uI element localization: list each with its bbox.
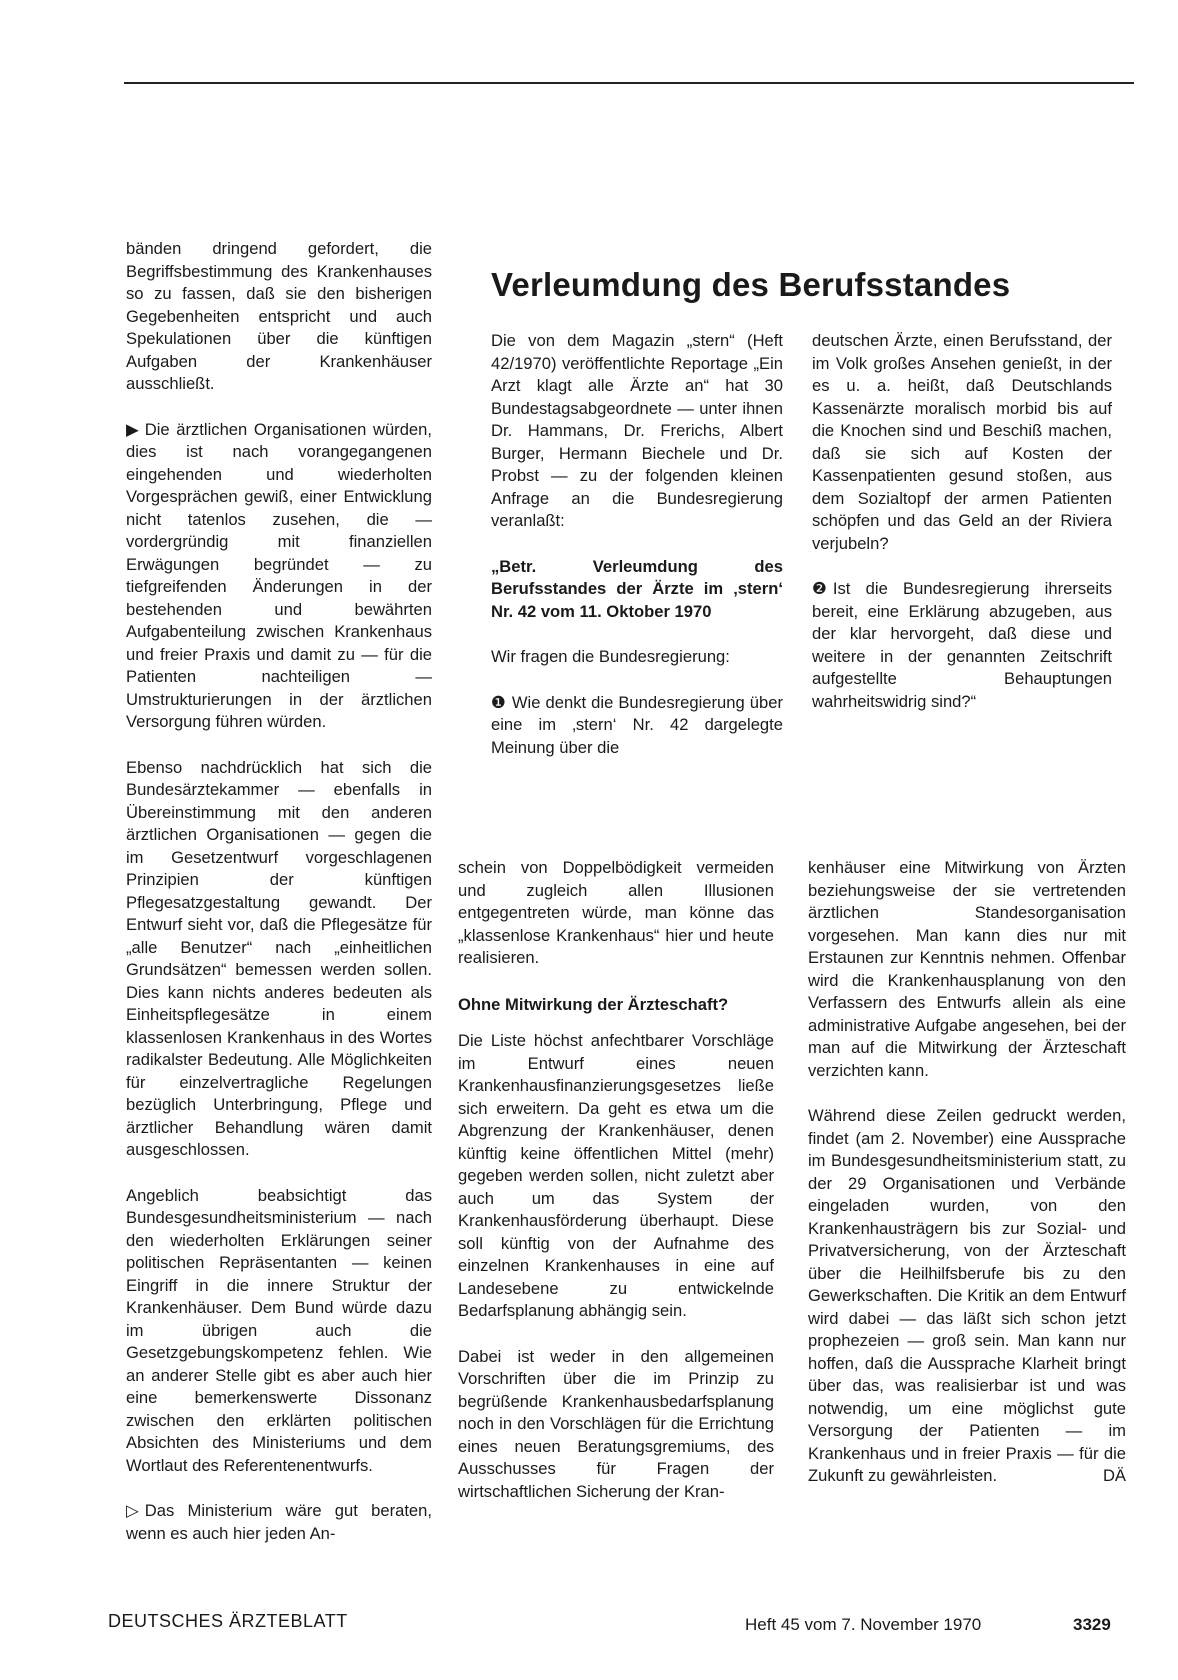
middle-column-bottom bbox=[458, 857, 774, 1503]
article-headline: Verleumdung des Berufsstandes bbox=[491, 266, 1011, 303]
right-column-top bbox=[812, 330, 1112, 713]
triangle-outline-icon: ▷ bbox=[126, 1501, 139, 1520]
page-number: 3329 bbox=[1073, 1615, 1111, 1634]
middle-column-top bbox=[491, 330, 783, 759]
paragraph: Wir fragen die Bundesregierung: bbox=[491, 647, 730, 666]
paragraph: schein von Doppelbödigkeit vermeiden und zugleich allen Illusionen entgegentreten würde, man könne das „klassenlose Krankenhaus“ hier und heute realisieren. bbox=[458, 858, 774, 967]
paragraph: Die Liste höchst anfechtbarer Vorschläge im Entwurf eines neuen Krankenhausfinanzierungsgesetzes ließe sich erweitern. Da geht es etwa um die Abgrenzung der Krankenhäuser, denen künftig keine öffentlichen Mittel (mehr) gegeben werden sollen, nicht zuletzt aber auch um das System der Krankenhausförderung überhaupt. Diese soll künftig von der Aufnahme des einzelnen Krankenhauses in eine auf Landesebene zu entwickelnde Bedarfsplanung abhängig sein. bbox=[458, 1031, 774, 1320]
paragraph: Ebenso nachdrücklich hat sich die Bundesärztekammer — ebenfalls in Übereinstimmung mit den anderen ärztlichen Organisationen — gegen die im Gesetzentwurf vorgeschlagenen Prinzipien der künftigen Pflegesatzgestaltung gewandt. Der Entwurf sieht vor, daß die Pflegesätze für „alle Benutzer“ nach „einheitlichen Grundsätzen“ bemessen werden sollen. Dies kann nichts anderes bedeuten als Einheitspflegesätze in einem klassenlosen Krankenhaus in des Wortes radikalster Bedeutung. Alle Möglichkeiten für einzelvertragliche Regelungen bezüglich Unterbringung, Pflege und ärztlicher Behandlung wären damit ausgeschlossen. bbox=[126, 757, 432, 1159]
triangle-filled-icon: ▶ bbox=[126, 419, 139, 439]
paragraph: Während diese Zeilen gedruckt werden, findet (am 2. November) eine Aussprache im Bundesgesundheitsministerium statt, zu der 29 Organisationen und Verbände eingeladen wurden, von den Krankenhausträgern bis zur Sozial- und Privatversicherung, von der Ärzteschaft über die Heilhilfsberufe bis zu den Gewerkschaften. Die Kritik an dem Entwurf wird dabei — das läßt sich schon jetzt prophezeien — groß sein. Man kann nur hoffen, daß die Aussprache Klarheit bringt über das, was realisierbar ist und was notwendig, um eine möglichst gute Versorgung der Patienten — im Krankenhaus und in freier Praxis — für die Zukunft zu gewährleisten. DÄ bbox=[808, 1105, 1126, 1488]
inquiry-title: „Betr. Verleumdung des Berufsstandes der Ärzte im ‚stern‘ Nr. 42 vom 11. Oktober 1970 bbox=[491, 556, 783, 621]
paragraph: Dabei ist weder in den allgemeinen Vorschriften über die im Prinzip zu begrüßende Krankenhausbedarfsplanung noch in den Vorschlägen für die Errichtung eines neuen Beratungsgremiums, des Ausschusses für Fragen der wirtschaftlichen Sicherung der Kran- bbox=[458, 1346, 774, 1501]
paragraph: ▶ Die ärztlichen Organisationen würden, dies ist nach vorangegangenen eingehenden und wiederholten Vorgesprächen gewiß, einer Entwicklung nicht tatenlos zusehen, die — vordergründig mit finanziellen Erwägungen begründet — zu tiefgreifenden Änderungen in der bestehenden und bewährten Aufgabenteilung zwischen Krankenhaus und freier Praxis und damit zu — für die Patienten nachteiligen — Umstrukturierungen in der ärztlichen Versorgung führen würden. bbox=[126, 419, 432, 731]
section-subhead: Ohne Mitwirkung der Ärzteschaft? bbox=[458, 994, 729, 1014]
question-2: ❷ Ist die Bundesregierung ihrerseits bereit, eine Erklärung abzugeben, aus der klar hervorgeht, daß diese und weitere in der genannten Zeitschrift aufgestellte Behauptungen wahrheitswidrig sind?“ bbox=[812, 579, 1112, 711]
issue-info: Heft 45 vom 7. November 1970 bbox=[745, 1615, 982, 1634]
paragraph: Die von dem Magazin „stern“ (Heft 42/1970) veröffentlichte Reportage „Ein Arzt klagt alle Ärzte an“ hat 30 Bundestagsabgeordnete — unter ihnen Dr. Hammans, Dr. Frerichs, Albert Burger, Hermann Biechele und Dr. Probst — zu der folgenden kleinen Anfrage an die Bundesregierung veranlaßt: bbox=[491, 331, 783, 530]
paragraph: ▷ Das Ministerium wäre gut beraten, wenn es auch hier jeden An- bbox=[126, 1501, 432, 1543]
circled-one-icon: ❶ bbox=[491, 692, 506, 712]
top-rule bbox=[124, 82, 1134, 84]
question-1: ❶ Wie denkt die Bundesregierung über eine im ‚stern‘ Nr. 42 dargelegte Meinung über die bbox=[491, 692, 783, 757]
circled-two-icon: ❷ bbox=[812, 579, 827, 598]
paragraph: bänden dringend gefordert, die Begriffsbestimmung des Krankenhauses so zu fassen, daß sie den bisherigen Gegebenheiten entspricht und auch Spekulationen über die künftigen Aufgaben der Krankenhäuser ausschließt. bbox=[126, 239, 432, 393]
paragraph: Angeblich beabsichtigt das Bundesgesundheitsministerium — nach den wiederholten Erklärungen seiner politischen Repräsentanten — keinen Eingriff in die innere Struktur der Krankenhäuser. Dem Bund würde dazu im übrigen auch die Gesetzgebungskompetenz fehlen. Wie an anderer Stelle gibt es aber auch hier eine bemerkenswerte Dissonanz zwischen den erklärten politischen Absichten des Ministeriums und dem Wortlaut des Referentenentwurfs. bbox=[126, 1185, 432, 1475]
right-column-bottom bbox=[808, 857, 1126, 1488]
left-column bbox=[126, 238, 432, 1545]
journal-name: DEUTSCHES ÄRZTEBLATT bbox=[108, 1611, 348, 1631]
paragraph: kenhäuser eine Mitwirkung von Ärzten beziehungsweise der sie vertretenden ärztlichen Standesorganisation vorgesehen. Man kann dies nur mit Erstaunen zur Kenntnis nehmen. Offenbar wird die Krankenhausplanung von den Verfassern des Entwurfs allein als eine administrative Aufgabe angesehen, bei der man auf die Mitwirkung der Ärzteschaft verzichten kann. bbox=[808, 858, 1126, 1080]
author-signature: DÄ bbox=[1102, 1466, 1126, 1485]
paragraph: deutschen Ärzte, einen Berufsstand, der im Volk großes Ansehen genießt, in der es u. a. heißt, daß Deutschlands Kassenärzte moralisch morbid bis auf die Knochen sind und Beschiß machen, daß sie sich auf Kosten der Kassenpatienten gesund stoßen, aus dem Sozialtopf der armen Patienten schöpfen und das Geld an der Riviera verjubeln? bbox=[812, 331, 1112, 553]
